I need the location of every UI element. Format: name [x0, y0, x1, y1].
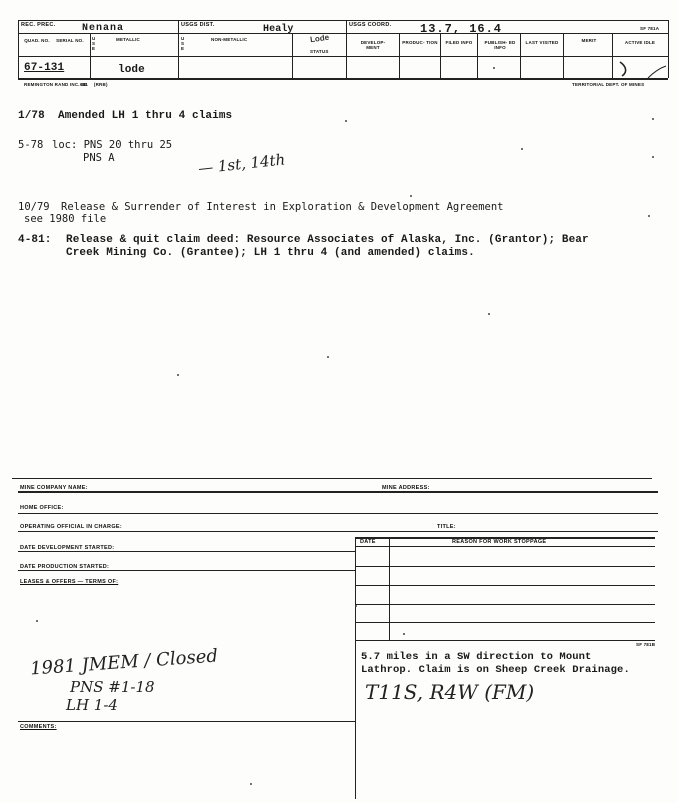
- form-number-2: SF 781B: [636, 642, 656, 647]
- form-number: SF 781A: [640, 26, 660, 31]
- title-label: TITLE:: [437, 524, 456, 530]
- entry-date: 10/79: [18, 201, 50, 213]
- metallic-label: METALLIC: [116, 37, 141, 42]
- location-line-2: Lathrop. Claim is on Sheep Creek Drainage.: [361, 664, 630, 676]
- serial-no-label: SERIAL NO.: [56, 38, 84, 43]
- hand-note-line-2: PNS #1-18: [70, 678, 155, 696]
- date-prod-label: DATE PRODUCTION STARTED:: [20, 564, 110, 570]
- mine-company-label: MINE COMPANY NAME:: [20, 485, 88, 491]
- last-visited-label: LAST VISITED: [525, 40, 559, 45]
- printer-code: 681 (RRB): [80, 82, 108, 87]
- develop-label: DEVELOP- MENT: [360, 40, 386, 50]
- status-label: STATUS: [310, 49, 329, 54]
- date-label: DATE: [360, 539, 376, 545]
- usgs-dist-label: USGS DIST.: [181, 22, 215, 28]
- usgs-dist-value: Healy: [263, 24, 294, 35]
- hand-note-line-1: 1981 JMEM / Closed: [29, 645, 219, 680]
- leases-label: LEASES & OFFERS — TERMS OF:: [20, 579, 119, 585]
- entry-date: 4-81:: [18, 234, 52, 246]
- hand-location: T11S, R4W (FM): [365, 680, 535, 704]
- printer-line: REMINGTON RAND INC. 20: [24, 82, 87, 87]
- serial-value: 67-131: [24, 62, 65, 74]
- dept-line: TERRITORIAL DEPT. OF MINES: [572, 82, 645, 87]
- filed-info-label: FILED INFO: [445, 40, 473, 45]
- usgs-coord-label: USGS COORD.: [349, 22, 392, 28]
- entry-text: Amended LH 1 thru 4 claims: [58, 110, 233, 122]
- published-info-label: PUBLISH- ED INFO: [484, 40, 516, 50]
- entry-text: Release & quit claim deed: Resource Associates of Alaska, Inc. (Grantor); Bear: [66, 234, 589, 246]
- hand-note-line-3: LH 1-4: [66, 696, 118, 714]
- reason-label: REASON FOR WORK STOPPAGE: [452, 539, 547, 545]
- nonmetallic-label: NON-METALLIC: [211, 37, 248, 42]
- comments-label: COMMENTS:: [20, 724, 57, 730]
- active-check-mark: [612, 56, 668, 82]
- entry-text: PNS A: [83, 152, 115, 164]
- entry-text: Creek Mining Co. (Grantee); LH 1 thru 4 (and amended) claims.: [66, 247, 475, 259]
- status-stamp: Lode: [309, 32, 330, 45]
- entry-date: 1/78: [18, 110, 45, 122]
- entry-text: see 1980 file: [24, 213, 107, 225]
- use-nonmetallic-label: U S E: [181, 36, 185, 51]
- entry-date: 5-78: [18, 139, 44, 151]
- home-office-label: HOME OFFICE:: [20, 505, 64, 511]
- active-idle-label: ACTIVE IDLE: [624, 40, 656, 45]
- quad-no-label: QUAD. NO.: [24, 38, 50, 43]
- rec-prec-value: Nenana: [82, 23, 125, 34]
- rec-prec-label: REC. PREC.: [21, 22, 56, 28]
- metallic-value: lode: [118, 64, 145, 76]
- entry-text: Release & Surrender of Interest in Exploration & Development Agreement: [61, 201, 504, 213]
- location-line-1: 5.7 miles in a SW direction to Mount: [361, 651, 592, 663]
- handwritten-note-top: — 1st, 14th: [197, 150, 287, 178]
- production-label: PRODUC- TION: [402, 40, 438, 45]
- operating-official-label: OPERATING OFFICIAL IN CHARGE:: [20, 524, 122, 530]
- usgs-coord-value: 13.7, 16.4: [420, 22, 503, 36]
- date-dev-label: DATE DEVELOPMENT STARTED:: [20, 545, 115, 551]
- entry-text: loc: PNS 20 thru 25: [52, 139, 173, 151]
- use-metallic-label: U S E: [92, 36, 96, 51]
- merit-label: MERIT: [581, 38, 597, 43]
- mine-address-label: MINE ADDRESS:: [382, 485, 430, 491]
